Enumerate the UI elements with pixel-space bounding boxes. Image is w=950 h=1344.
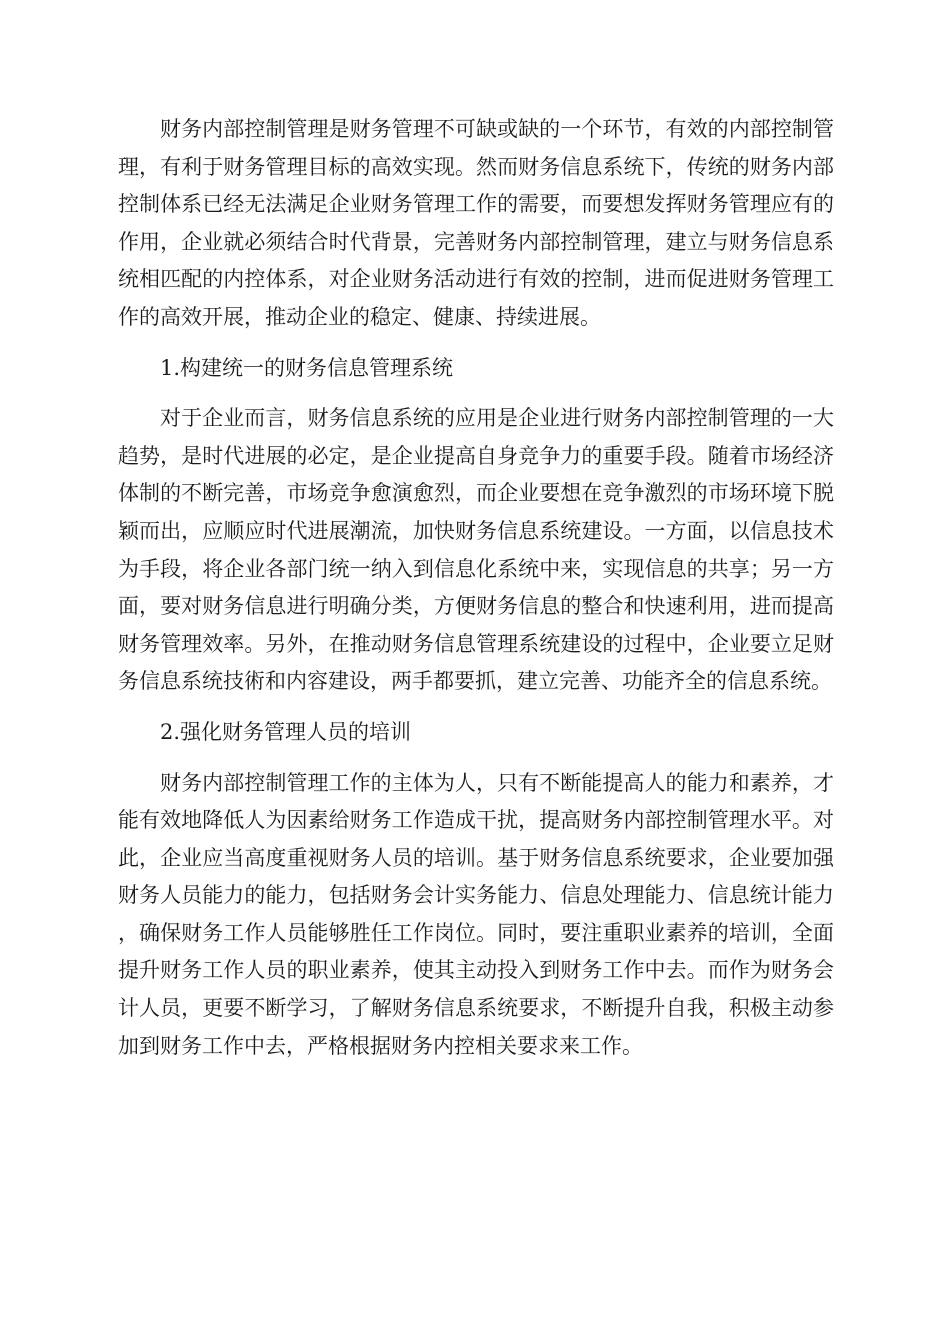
section-body-2: 财务内部控制管理工作的主体为人，只有不断能提高人的能力和素养，才能有效地降低人为因素给财务工作造成干扰，提高财务内部控制管理水平。对此，企业应当高度重视财务人员的培训。基于财务信息系统要求，企业要加强财务人员能力的能力，包括财务会计实务能力、信息处理能力、信息统计能力，确保财务工作人员能够胜任工作岗位。同时，要注重职业素养的培训，全面提升财务工作人员的职业素养，使其主动投入到财务工作中去。而作为财务会计人员，更要不断学习，了解财务信息系统要求，不断提升自我，积极主动参加到财务工作中去，严格根据财务内控相关要求来工作。 [118,770,834,1058]
document-page [118,111,834,1078]
section-body-1: 对于企业而言，财务信息系统的应用是企业进行财务内部控制管理的一大趋势，是时代进展的必定，是企业提高自身竞争力的重要手段。随着市场经济体制的不断完善，市场竞争愈演愈烈，而企业要想在竞争激烈的市场环境下脱颖而出，应顺应时代进展潮流，加快财务信息系统建设。一方面，以信息技术为手段，将企业各部门统一纳入到信息化系统中来，实现信息的共享；另一方面，要对财务信息进行明确分类，方便财务信息的整合和快速利用，进而提高财务管理效率。另外，在推动财务信息管理系统建设的过程中，企业要立足财务信息系统技術和内容建设，两手都要抓，建立完善、功能齐全的信息系统。 [118,406,834,694]
intro-paragraph: 财务内部控制管理是财务管理不可缺或缺的一个环节，有效的内部控制管理，有利于财务管理目标的高效实现。然而财务信息系统下，传统的财务内部控制体系已经无法满足企业财务管理工作的需要，而要想发挥财务管理应有的作用，企业就必须结合时代背景，完善财务内部控制管理，建立与财务信息系统相匹配的内控体系，对企业财务活动进行有效的控制，进而促进财务管理工作的高效开展，推动企业的稳定、健康、持续进展。 [118,117,834,329]
section-heading-1: 1.构建统一的财务信息管理系统 [160,355,454,380]
section-heading-2: 2.强化财务管理人员的培训 [160,719,412,744]
